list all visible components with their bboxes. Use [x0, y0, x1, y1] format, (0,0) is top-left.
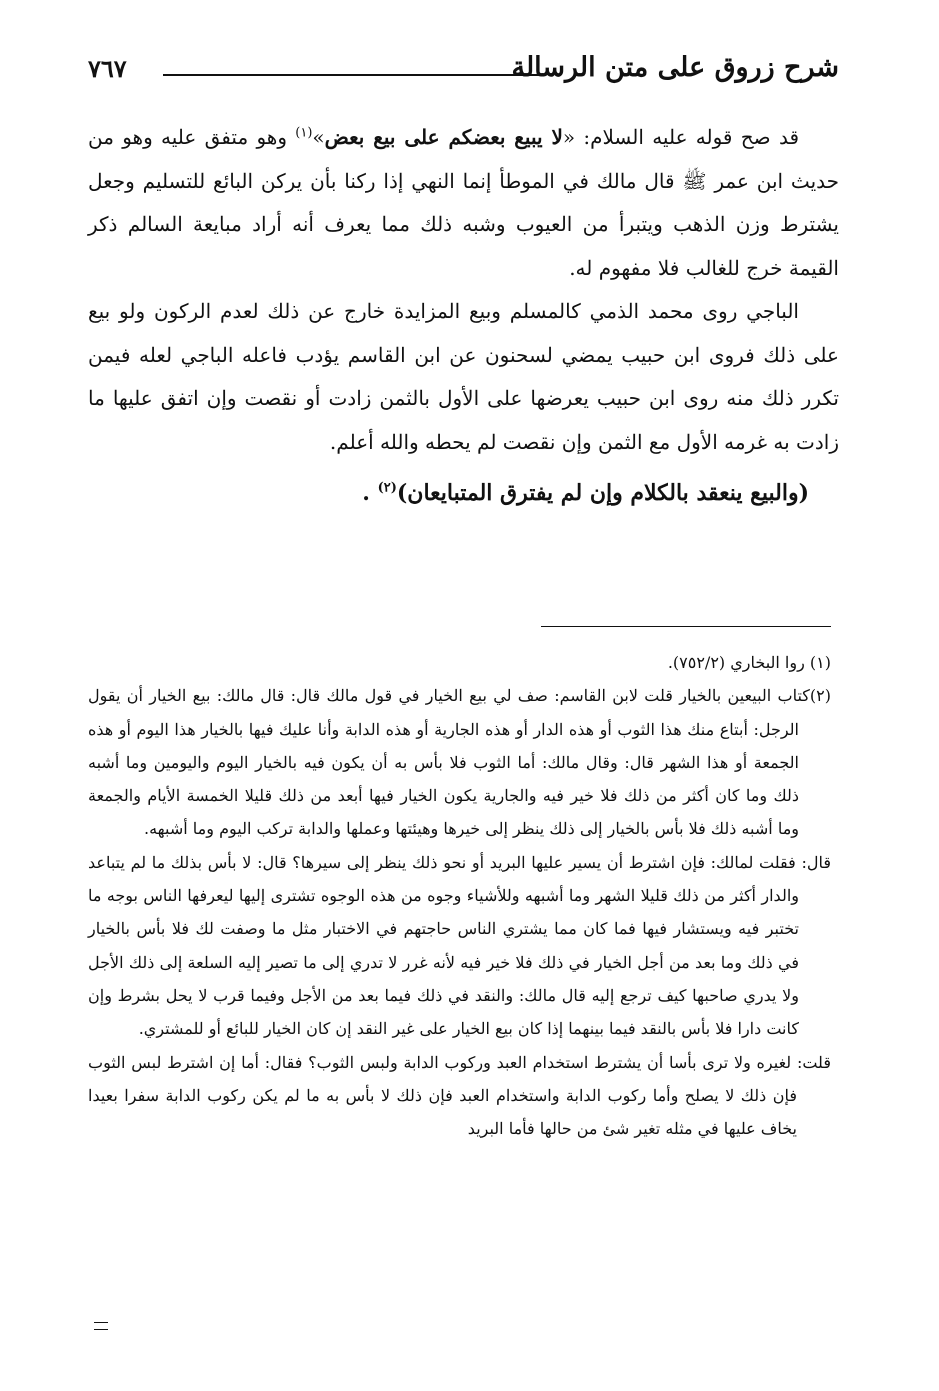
paragraph-baji: الباجي روى محمد الذمي كالمسلم وبيع المزايدة خارج عن ذلك لعدم الركون ولو بيع على ذلك فروى ابن حبيب يمضي لسحنون عن ابن القاسم يؤدب فاعله الباجي لعله فيمن تكرر ذلك منه روى ابن حبيب يعرضها على الأول بالثمن زادت أو نقصت وإن اتفق عليها ما زادت به غرمه الأول مع الثمن وإن نقصت لم يحطه والله أعلم.: [88, 299, 839, 454]
header-rule: [163, 74, 539, 76]
verse-text: (والبيع ينعقد بالكلام وإن لم يفترق المتبايعان): [396, 480, 809, 506]
main-text: [88, 116, 839, 520]
continuation-mark: [94, 1322, 108, 1330]
paragraph-text: قد صح قوله عليه السلام: «: [562, 125, 800, 149]
matn-verse: [88, 466, 839, 520]
footnote-2-continued: قال: فقلت لمالك: فإن اشترط أن يسير عليها البريد أو نحو ذلك ينظر إلى سيرها؟ قال: لا بأس بذلك ما لم يتباعد والدار أكثر من ذلك قليلا الشهر وما أشبهه وللأشياء وجوه من هذه الوجوه تشترى إليها ليعرفها الناس بوجه ما تختبر فيه ويستشار فيها فما كان مما يشتري الناس حاجتهم في الاختبار مثل ما وصفت لك فلا بأس بالخيار في ذلك وما بعد من أجل الخيار في ذلك فلا خير فيه لأنه غرر لا تدري إلى ما تصير إليه السلعة إلى ذلك الأجل ولا يدري صاحبها كيف ترجع إليه قال مالك: والنقد في ذلك فيما بعد من الأجل وفيما قرب لا يحل بشرط وإن كانت دارا فلا بأس بالنقد فيما بينهما إذا كان بيع الخيار على غير النقد إن كان الخيار للبائع أو للمشتري.: [88, 852, 831, 1039]
paragraph-text: وهو متفق عليه وهو من حديث ابن عمر ﷺ قال مالك في الموطأ إنما النهي إذا ركنا بأن يركن البائع للتسليم وجعل يشترط وزن الذهب ويتبرأ من العيوب وشبه ذلك مما يعرف أنه أراد مبايعة السالم ذكر القيمة خرج للغالب فلا مفهوم له.: [88, 125, 839, 280]
footnote-separator: [541, 626, 831, 627]
page-header: [88, 50, 839, 94]
hadith-quote: لا يبيع بعضكم على بيع بعض: [324, 125, 563, 149]
footnote-1: (١) روا البخاري (٧٥٢/٢).: [667, 653, 831, 672]
page-number: ٧٦٧: [88, 54, 127, 83]
footnote-ref-2: (٢): [377, 480, 397, 496]
footnote-ref-1: (١): [295, 125, 313, 141]
footnote-2: (٢)كتاب البيعين بالخيار قلت لابن القاسم: صف لي بيع الخيار في قول مالك قال: قال مالك: بيع الخيار أن يقول الرجل: أبتاع منك هذا الثوب أو هذه الدار أو هذه الجارية أو هذه الدابة وأنا عليك فيها بالخيار هذا اليوم أو هذه الجمعة أو هذا الشهر قال: وقال مالك: أما الثوب فلا بأس به أن يكون فيه بالخيار اليوم واليومين وما أشبه ذلك وما كان أكثر من ذلك فلا خير فيه والجارية يكون الخيار فيها أبعد من ذلك قليلا الخمسة الأيام والجمعة وما أشبه ذلك فلا بأس بالخيار إلى ذلك ينظر إلى خيرها وهيئتها وعملها والدابة تركب اليوم وما أشبهه.: [88, 686, 831, 839]
footnote-2-continued-2: قلت: لغيره ولا ترى بأسا أن يشترط استخدام العبد وركوب الدابة ولبس الثوب؟ فقال: أما إن اشترط لبس الثوب فإن ذلك لا يصلح وأما ركوب الدابة واستخدام العبد فإن ذلك لا بأس به ما لم يكن ركوب الدابة سفرا بعيدا يخاف عليها في مثله تغير شئ من حالها فأما البريد: [88, 1052, 831, 1139]
running-title: شرح زروق على متن الرسالة: [511, 52, 839, 83]
footnotes: [88, 646, 831, 1145]
quote-close: »: [312, 125, 325, 149]
paragraph-hadith: [88, 116, 839, 290]
verse-end: .: [362, 480, 378, 506]
